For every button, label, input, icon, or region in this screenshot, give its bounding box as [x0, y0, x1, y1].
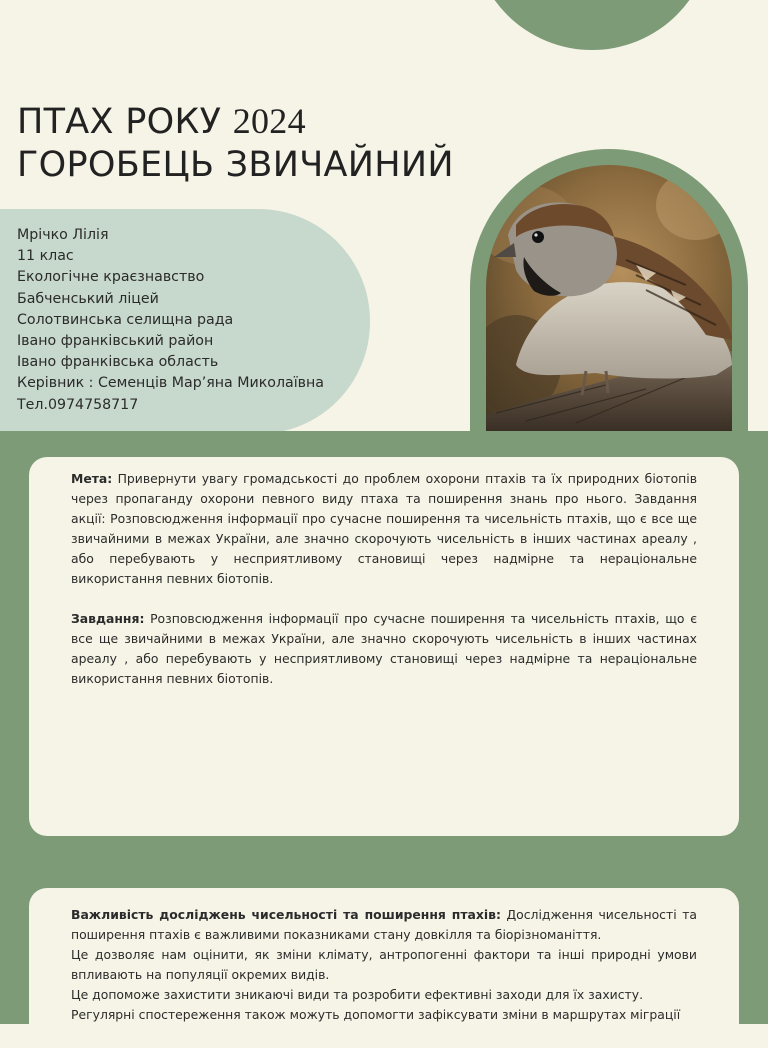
tasks-label: Завдання:: [71, 611, 145, 626]
sparrow-photo: [486, 165, 732, 431]
info-line-supervisor: Керівник : Семенців Мар’яна Миколаївна: [17, 375, 324, 392]
info-line-district: Івано франківський район: [17, 333, 214, 350]
goal-label: Мета:: [71, 471, 113, 486]
info-line-class: 11 клас: [17, 248, 74, 265]
info-line-subject: Екологічне краєзнавство: [17, 269, 205, 286]
title-line-2: ГОРОБЕЦЬ ЗВИЧАЙНИЙ: [17, 145, 454, 185]
goal-text: Привернути увагу громадськості до проблем охорони птахів та їх природних біотопів через пропаганду охорони певного виду птаха та поширення знань про нього. Завдання акції: Розповсюдження інформації про сучасне поширення та чисельність птахів, що є все ще звичайними в межах України, але значно скорочують чисельність в інших частинах ареалу , або перебувають у несприятливому становищі через надмірне та нераціональне використання певних біотопів.: [71, 471, 697, 586]
tasks-paragraph: [71, 609, 697, 689]
page-title: [17, 100, 454, 187]
title-year: 2024: [232, 101, 306, 141]
info-line-region: Івано франківська область: [17, 354, 219, 371]
goal-card: [29, 457, 739, 836]
importance-paragraph: [71, 905, 697, 1025]
importance-line-4: Регулярні спостереження також можуть допомогти зафіксувати зміни в маршрутах міграції: [71, 1007, 681, 1022]
importance-line-2: Це дозволяє нам оцінити, як зміни клімату, антропогенні фактори та інші природні умови впливають на популяції окремих видів.: [71, 947, 697, 982]
importance-card: [29, 888, 739, 1048]
info-line-council: Солотвинська селищна рада: [17, 311, 234, 328]
importance-line-1: [71, 905, 697, 945]
author-info: [17, 225, 324, 416]
tasks-text: Розповсюдження інформації про сучасне поширення та чисельність птахів, що є все ще звичайними в межах України, але значно скорочують чисельність в інших частинах ареалу , або перебувають у несприятливому становищі через надмірне та нераціональне використання певних біотопів.: [71, 611, 697, 686]
info-line-phone: Тел.0974758717: [17, 396, 139, 413]
importance-text: Дослідження чисельності та поширення птахів є важливими показниками стану довкілля та біорізноманіття.: [71, 907, 698, 942]
info-line-name: Мрічко Лілія: [17, 227, 109, 243]
importance-label: Важливість досліджень чисельності та поширення птахів:: [71, 907, 501, 922]
goal-paragraph: [71, 469, 697, 589]
importance-line-3: Це допоможе захистити зникаючі види та розробити ефективні заходи для їх захисту.: [71, 987, 644, 1002]
decorative-top-circle: [472, 0, 712, 50]
title-line-1: ПТАХ РОКУ 2024: [17, 101, 306, 142]
info-line-school: Бабченський ліцей: [17, 290, 159, 307]
